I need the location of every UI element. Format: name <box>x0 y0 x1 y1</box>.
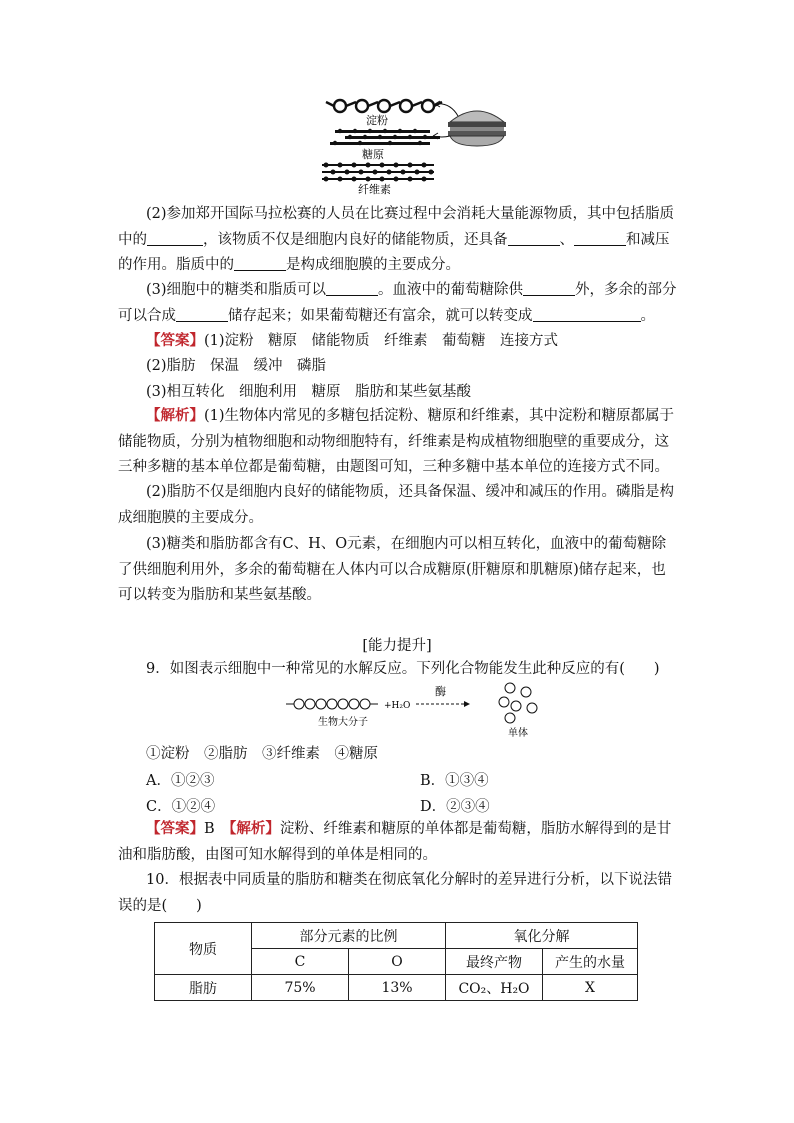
macromolecule-chain <box>286 699 378 709</box>
q8-analysis-1: 【解析】(1)生物体内常见的多糖包括淀粉、糖原和纤维素，其中淀粉和糖原都属于储能物质，分别为植物细胞和动物细胞特有，纤维素是构成植物细胞壁的重要成分，这三种多糖的基本单位都是葡萄糖，由题图可知，三种多糖中基本单位的连接方式不同。 <box>118 407 675 475</box>
blank-4 <box>234 256 286 271</box>
monomer-label: 单体 <box>508 728 528 739</box>
macromolecule-label: 生物大分子 <box>318 717 368 728</box>
glycogen-label: 糖原 <box>362 148 384 161</box>
starch-label: 淀粉 <box>366 114 388 127</box>
cell-c: 75% <box>252 975 349 1001</box>
cell-product: CO₂、H₂O <box>446 975 543 1001</box>
starch-chain <box>326 100 442 112</box>
cellulose-chain <box>322 163 434 182</box>
blank-6 <box>523 281 575 296</box>
cellulose-label: 纤维素 <box>358 183 391 196</box>
th-product: 最终产物 <box>446 949 543 975</box>
th-o: O <box>349 949 446 975</box>
q8-answer-2: (2)脂肪 保温 缓冲 磷脂 <box>146 358 327 374</box>
q9-stem: 9．如图表示细胞中一种常见的水解反应。下列化合物能发生此种反应的有( ) <box>146 661 660 677</box>
enzyme-label: 酶 <box>435 685 446 698</box>
blank-1 <box>147 231 203 246</box>
arrow-head <box>464 701 470 707</box>
blank-2 <box>508 231 560 246</box>
q8-part3: (3)细胞中的糖类和脂质可以 。血液中的葡萄糖除供 外，多余的部分可以合成 储存起来；如果葡萄糖还有富余，就可以转变成 。 <box>118 282 677 324</box>
water-label: +H₂O <box>384 701 411 711</box>
th-substance: 物质 <box>155 923 252 975</box>
q8-answer-3: (3)相互转化 细胞利用 糖原 脂肪和某些氨基酸 <box>146 384 472 400</box>
th-element-ratio: 部分元素的比例 <box>252 923 446 949</box>
q9-answer: 【答案】B 【解析】淀粉、纤维素和糖原的单体都是葡萄糖，脂肪水解得到的是甘油和脂肪酸，由图可知水解得到的单体是相同的。 <box>118 820 672 863</box>
q10-stem: 10．根据表中同质量的脂肪和糖类在彻底氧化分解时的差异进行分析，以下说法错误的是( ) <box>118 872 672 914</box>
cell-substance: 脂肪 <box>155 975 252 1001</box>
q8-analysis-3: (3)糖类和脂肪都含有C、H、O元素，在细胞内可以相互转化，血液中的葡萄糖除了供细胞利用外，多余的葡萄糖在人体内可以合成糖原(肝糖原和肌糖原)储存起来，也可以转变为脂肪和某些氨基酸。 <box>118 536 667 603</box>
q10-table <box>154 922 638 1001</box>
blank-3 <box>574 231 626 246</box>
th-oxidation: 氧化分解 <box>446 923 638 949</box>
hamburger-image <box>448 111 506 146</box>
blank-5 <box>326 281 378 296</box>
cell-water: X <box>543 975 638 1001</box>
monomers <box>499 683 537 723</box>
cell-o: 13% <box>349 975 446 1001</box>
blank-8 <box>533 307 641 322</box>
q8-answer-1: 【答案】(1)淀粉 糖原 储能物质 纤维素 葡萄糖 连接方式 <box>146 332 559 349</box>
th-water: 产生的水量 <box>543 949 638 975</box>
q9-option-c: C．①②④ <box>146 799 216 815</box>
section-title: [能力提升] <box>362 638 432 654</box>
glycogen-chain <box>330 129 440 145</box>
q9-option-b: B．①③④ <box>420 773 489 789</box>
q8-part2: (2)参加郑开国际马拉松赛的人员在比赛过程中会消耗大量能源物质，其中包括脂质中的 ，该物质不仅是细胞内良好的储能物质，还具备 、 和减压的作用。脂质中的 是构成细胞膜的主要成分。 <box>118 206 675 273</box>
table-row <box>155 975 638 1001</box>
polysaccharide-figure <box>300 92 530 196</box>
q8-analysis-2: (2)脂肪不仅是细胞内良好的储能物质，还具备保温、缓冲和减压的作用。磷脂是构成细胞膜的主要成分。 <box>118 484 675 526</box>
q9-option-d: D．②③④ <box>420 799 490 815</box>
hydrolysis-figure <box>284 680 554 742</box>
blank-7 <box>176 307 228 322</box>
q9-items: ①淀粉 ②脂肪 ③纤维素 ④糖原 <box>146 746 378 762</box>
q9-option-a: A．①②③ <box>146 773 215 789</box>
th-c: C <box>252 949 349 975</box>
